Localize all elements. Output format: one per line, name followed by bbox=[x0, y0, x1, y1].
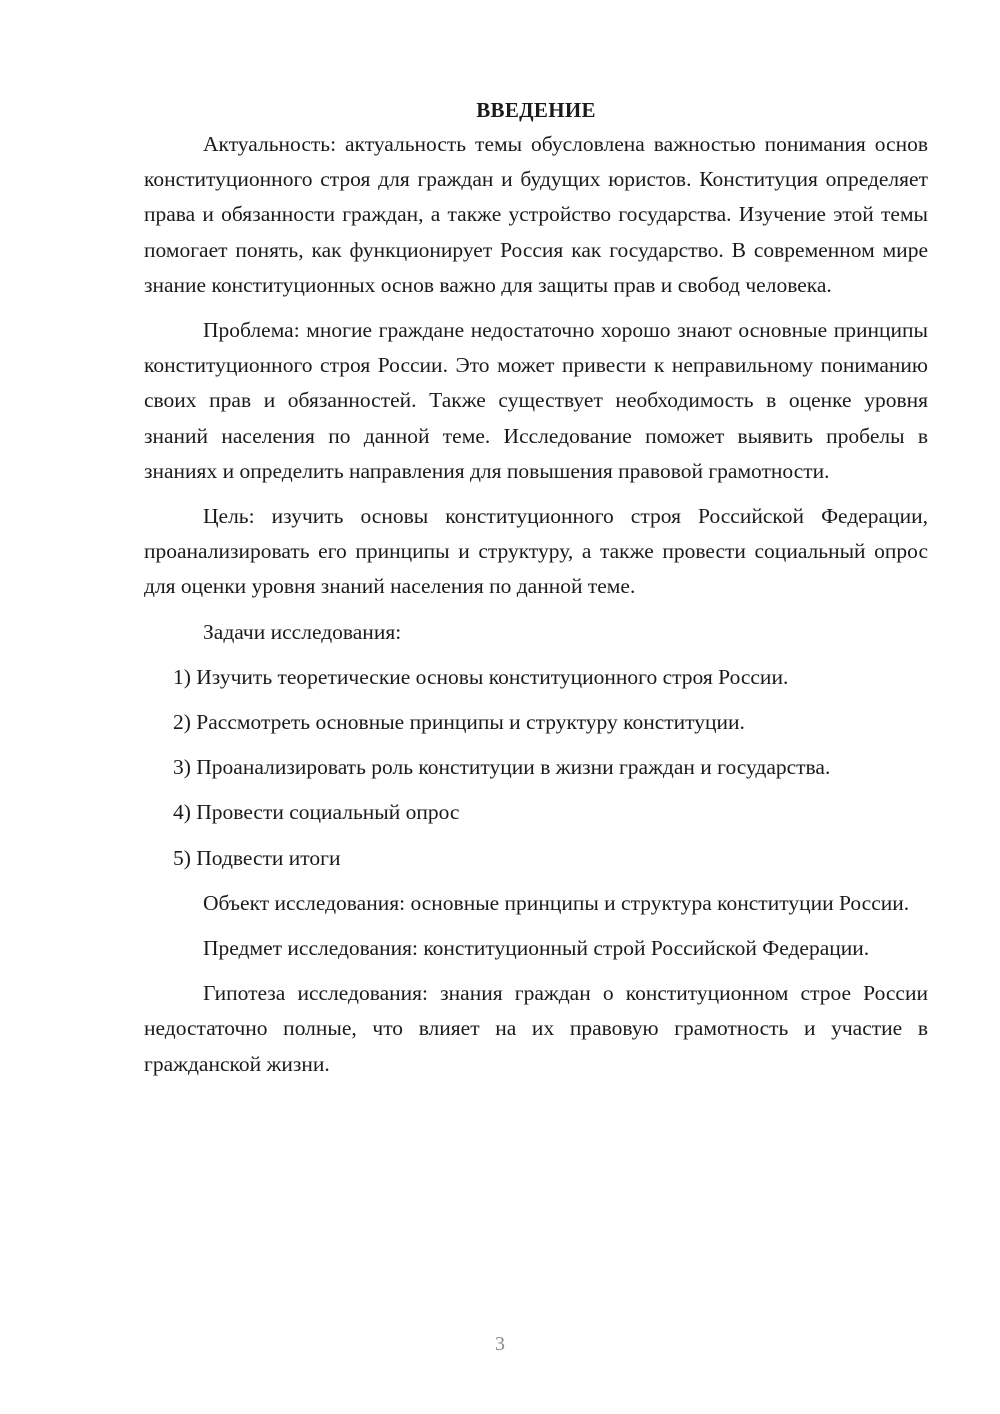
document-page bbox=[144, 95, 928, 1092]
task-item-5: 5) Подвести итоги bbox=[173, 845, 341, 870]
paragraph-relevance: Актуальность: актуальность темы обусловлена важностью понимания основ конституционного строя для граждан и будущих юристов. Конституция определяет права и обязанности граждан, а также устройство государства. Изучение этой темы помогает понять, как функционирует Россия как государство. В современном мире знание конституционных основ важно для защиты прав и свобод человека. bbox=[144, 132, 928, 297]
tasks-heading: Задачи исследования: bbox=[203, 619, 402, 644]
task-item-1: 1) Изучить теоретические основы конституционного строя России. bbox=[173, 664, 789, 689]
paragraph-object: Объект исследования: основные принципы и структура конституции России. bbox=[203, 890, 910, 915]
page-number: 3 bbox=[495, 1333, 505, 1355]
task-item-3: 3) Проанализировать роль конституции в жизни граждан и государства. bbox=[173, 755, 831, 780]
section-title: ВВЕДЕНИЕ bbox=[476, 98, 596, 122]
paragraph-goal: Цель: изучить основы конституционного строя Российской Федерации, проанализировать его принципы и структуру, а также провести социальный опрос для оценки уровня знаний населения по данной теме. bbox=[144, 504, 928, 599]
paragraph-hypothesis: Гипотеза исследования: знания граждан о конституционном строе России недостаточно полные, что влияет на их правовую грамотность и участие в гражданской жизни. bbox=[144, 981, 928, 1076]
task-item-4: 4) Провести социальный опрос bbox=[173, 800, 460, 825]
paragraph-subject: Предмет исследования: конституционный строй Российской Федерации. bbox=[203, 936, 870, 961]
paragraph-problem: Проблема: многие граждане недостаточно хорошо знают основные принципы конституционного строя России. Это может привести к неправильному пониманию своих прав и обязанностей. Также существует необходимость в оценке уровня знаний населения по данной теме. Исследование поможет выявить пробелы в знаниях и определить направления для повышения правовой грамотности. bbox=[144, 318, 928, 483]
task-item-2: 2) Рассмотреть основные принципы и структуру конституции. bbox=[173, 710, 745, 735]
